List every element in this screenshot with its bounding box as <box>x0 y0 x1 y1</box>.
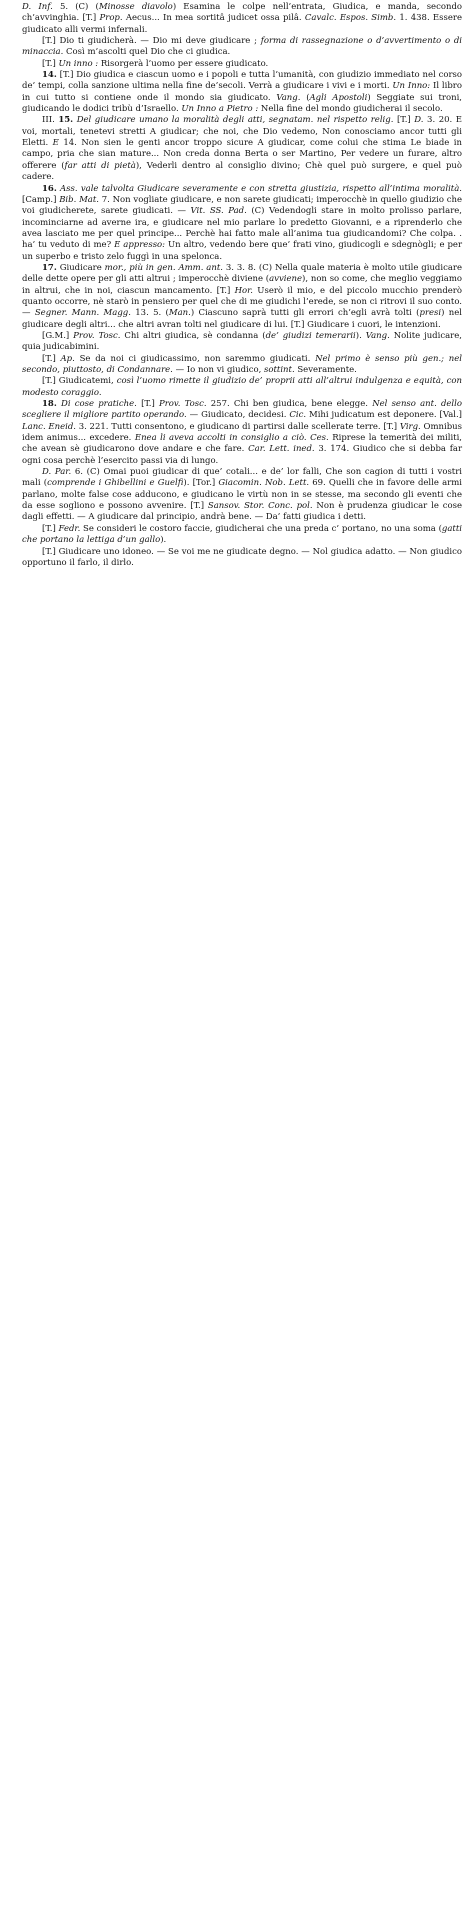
italic-text: Sansov. Stor. Conc. pol. <box>207 501 313 512</box>
body-text: 5. (C) ( <box>52 2 99 12</box>
italic-text: Hor. <box>234 285 253 296</box>
body-text: [T.] Dio giudica e ciascun uomo e i popoli e tutta l’umanità, con giudizio immediato nel corso de’ tempi, colla sanzione ultima nella fine de’secoli. Verrà a giudicare i vivi e i morti. <box>22 70 465 92</box>
body-text: 257. Chi ben giudica, bene elegge. <box>206 399 373 410</box>
body-text: (C) Vedendogli stare in molto prolisso parlare, incominciarne ad averne ira, e giudicare nel mio parlare lo predetto Giovanni, e a riprenderlo che avea lasciato me per quel principe... Perchè hai fatto male all’anima tua giudicandomi? Che colpa. . ha’ tu veduto di me? <box>22 206 465 251</box>
body-text: [T.] <box>136 399 160 410</box>
italic-text: Segner. Mann. Magg. <box>34 308 131 319</box>
body-text: 7. Non vogliate giudicare, e non sarete giudicati; imperocchè in quello giudizio che voi giudicherete, sarete giudicati. — <box>22 194 465 217</box>
entry-paragraph-p01 <box>22 2 465 36</box>
entry-paragraph-p03 <box>22 59 462 70</box>
italic-text: Enea li aveva accolti in consiglio a ciò. Ces. <box>134 433 329 444</box>
entry-paragraph-p14 <box>22 546 465 570</box>
body-text: Aecus... In mea sortitâ judicet ossa pilâ. <box>122 13 305 24</box>
entry-paragraph-p06 <box>22 183 465 263</box>
body-text: ). <box>355 330 366 341</box>
body-text: [T.] <box>42 523 59 534</box>
italic-text: Cavalc. Espos. Simb. <box>304 13 397 24</box>
italic-text: E <box>52 138 59 149</box>
italic-text: Del giudicare umano la moralità degli atti, segnatam. nel rispetto relig. <box>76 115 394 126</box>
body-text: [T.] <box>42 58 59 69</box>
italic-text: Vit. SS. Pad. <box>190 206 247 217</box>
body-text: Il libro in cui tutto si contiene onde il mondo sia giudicato. <box>22 81 465 103</box>
body-text: 1. 438. Essere giudicato alli vermi infernali. <box>22 13 465 35</box>
italic-text: Bib. Mat. <box>59 194 99 205</box>
italic-text: avviene <box>269 274 303 285</box>
italic-text: forma di rassegnazione o d’avvertimento o di minaccia. <box>22 36 465 58</box>
italic-text: così l’uomo rimette il giudizio de’ proprii atti all’altrui indulgenza e equità, con modesto coraggio. <box>22 376 465 398</box>
body-text: Un altro, vedendo bere que’ frati vino, giudicogli e sdegnògli; e per un superbo e tristo zelo fuggì in una spelonca. <box>22 240 465 262</box>
body-text: Se da noi ci giudicassimo, non saremmo giudicati. <box>74 353 316 364</box>
italic-text: Nel senso ant. dello scegliere il migliore partito operando. <box>22 399 465 421</box>
body-text: ) Esamina le colpe nell’entrata, Giudica, e manda, secondo ch’avvinghia. [T.] <box>22 2 465 24</box>
section-number: 18. <box>42 399 57 410</box>
body-text: Giudicare <box>56 262 105 273</box>
entry-paragraph-p08 <box>22 330 465 354</box>
entry-paragraph-p11 <box>22 399 465 467</box>
body-text: Nolite judicare, quia judicabimini. <box>22 330 465 353</box>
body-text: [T.] Giudicatemi, <box>42 376 117 387</box>
italic-text: E appresso: <box>114 240 166 251</box>
body-text: 3. 174. Giudico che si debba far ogni cosa perchè l’esercito passi via di lungo. <box>22 444 465 466</box>
italic-text: Minosse diavolo <box>98 2 173 12</box>
body-text: 3. 20. E voi, mortali, tenetevi stretti A giudicar; che noi, che Dio vedemo, Non conosciamo ancor tutti gli Eletti. <box>22 115 465 149</box>
italic-text: Vang. <box>276 92 301 103</box>
body-text: 69. Quelli che in favore delle armi parlano, molte false cose adducono, e giudicano le virtù non in se stesse, ma secondo gli eventi che da esse sogliono e possono avvenire. [T.] <box>22 478 465 512</box>
entry-paragraph-p10 <box>22 376 465 399</box>
body-text: [T.] Dio ti giudicherà. — Dio mi deve giudicare ; <box>42 36 261 47</box>
body-text: [T.] Giudicare uno idoneo. — Se voi me ne giudicate degno. — Nol giudica adatto. — Non giudico opportuno il farlo, il dirlo. <box>22 546 465 568</box>
body-text: Omnibus idem animus... excedere. <box>22 421 465 444</box>
body-text: Severamente. <box>294 365 357 375</box>
italic-text: Un Inno: <box>392 81 431 92</box>
italic-text: Di cose pratiche. <box>61 399 137 410</box>
body-text: [T.] <box>393 115 415 126</box>
body-text: 3. 221. Tutti consentono, e giudicano di partirsi dalle scellerate terre. [T.] <box>75 421 400 432</box>
italic-text: Prop. <box>99 13 123 24</box>
section-number: 16. <box>42 183 57 194</box>
italic-text: D. <box>22 2 39 12</box>
body-text: [T.] <box>42 353 61 364</box>
italic-text: Car. Lett. ined. <box>248 444 315 455</box>
entry-paragraph-p05 <box>22 115 465 183</box>
body-text: III. <box>42 115 59 126</box>
italic-text: Un Inno a Pietro : <box>181 104 259 115</box>
section-number: 14. <box>42 70 57 81</box>
italic-text: Vang. <box>365 330 390 341</box>
italic-text: Virg. <box>399 421 421 432</box>
body-text: ) Seggiate sui troni, giudicando le dodici tribù d’Israello. <box>22 92 465 115</box>
body-text: [Camp.] <box>22 183 465 205</box>
italic-text: Prov. Tosc. <box>73 330 121 341</box>
body-text: 6. (C) Omai puoi giudicar di que’ cotali... e de’ lor falli, Che son cagion di tutti i vostri mali ( <box>22 467 465 489</box>
body-text: ) Ciascuno saprà tutti gli errori ch’egli avrà tolti ( <box>190 308 420 319</box>
italic-text: de’ giudizi temerarii <box>265 330 356 341</box>
body-text: — Giudicato, decidesi. <box>186 410 290 421</box>
italic-text: comprende i Ghibellini e Guelfi <box>47 478 184 489</box>
body-text: Mihi judicatum est deponere. [Val.] <box>306 410 465 421</box>
italic-text: D. Par. <box>42 467 72 478</box>
body-text: Risorgerà l’uomo per essere giudicato. <box>98 58 269 69</box>
body-text: Userò il mio, e del piccolo mucchio prenderò quanto occorre, nè starò in pensiero per quel che di me giudichi l’erede, se non ci ritrovi il suo conto. — <box>22 285 465 319</box>
body-text: 3. 3. 8. (C) Nella quale materia è molto utile giudicare delle dette opere per gli atti altrui ; imperocchè diviene ( <box>22 262 465 285</box>
italic-text: Cic. <box>289 410 307 421</box>
body-text: ( <box>300 92 310 103</box>
entry-paragraph-p12 <box>22 467 465 524</box>
dictionary-column <box>22 2 465 569</box>
body-text: — Io non vi giudico, <box>172 365 265 375</box>
body-text: 14. Non sien le genti ancor troppo sicure A giudicar, come colui che stima Le biade in campo, pria che sian mature... Non creda donna Berta o ser Martino, Per vedere un furare, altro offerere ( <box>22 138 465 171</box>
body-text: Nella fine del mondo giudicherai il secolo. <box>258 104 443 115</box>
entry-paragraph-p09 <box>22 353 465 377</box>
italic-text: Inf. <box>38 2 53 12</box>
italic-text: far atti di pietà <box>64 160 136 171</box>
italic-text: Ass. vale talvolta Giudicare severamente e con stretta giustizia, rispetto all’intima moralità. <box>60 183 462 194</box>
italic-text: Fedr. <box>58 523 81 534</box>
body-text: Non è prudenza giudicar le cose dagli effetti. — A giudicare dal principio, andrà bene. — Da’ fatti giudica i detti. <box>22 501 465 523</box>
italic-text: Man. <box>168 308 191 319</box>
body-text: Così m’ascolti quel Dio che ci giudica. <box>63 47 231 58</box>
italic-text: Lanc. Eneid. <box>22 421 76 432</box>
body-text: [G.M.] <box>42 330 74 341</box>
body-text: ). [Tor.] <box>183 478 219 489</box>
section-number: 15. <box>58 115 74 126</box>
italic-text: D. <box>414 115 424 126</box>
section-number: 17. <box>42 262 57 273</box>
body-text: Chi altri giudica, sè condanna ( <box>120 330 266 341</box>
entry-paragraph-p04 <box>22 70 465 115</box>
body-text: Riprese la temerità dei militi, che avean sè giudicarono dove andare e che fare. <box>22 433 465 455</box>
body-text: ), non so come, che meglio veggiamo in altrui, che in noi, ciascun mancamento. [T.] <box>22 274 465 296</box>
italic-text: Nel primo è senso più gen.; nel secondo, piuttosto, di Condannare. <box>22 353 465 375</box>
entry-paragraph-p07 <box>22 262 465 331</box>
body-text: Se consideri le costoro faccie, giudicherai che una preda c’ portano, no una soma ( <box>80 523 442 534</box>
italic-text: presi <box>419 308 442 319</box>
entry-paragraph-p02 <box>22 36 465 59</box>
italic-text: Prov. Tosc. <box>159 399 207 410</box>
italic-text: Un inno : <box>58 58 99 69</box>
italic-text: mor., più in gen. Amm. ant. <box>104 262 223 273</box>
italic-text: Ap. <box>60 353 75 364</box>
body-text: 13. 5. ( <box>130 308 169 319</box>
body-text: ) nel giudicare degli altri... che altri avran tolti nel giudicare di lui. [T.] Giudicare i cuori, le intenzioni. <box>22 308 465 330</box>
entry-paragraph-p13 <box>22 523 465 547</box>
italic-text: Giacomin. Nob. Lett. <box>218 478 310 489</box>
italic-text: gatti che portano la lettiga d’un gallo <box>22 523 465 546</box>
body-text: ). <box>160 535 167 546</box>
body-text: ), Vederli dentro al consiglio divino; Chè quel può surgere, e quel può cadere. <box>22 160 465 183</box>
italic-text: sottint. <box>264 365 295 375</box>
italic-text: Agli Apostoli <box>309 92 368 103</box>
